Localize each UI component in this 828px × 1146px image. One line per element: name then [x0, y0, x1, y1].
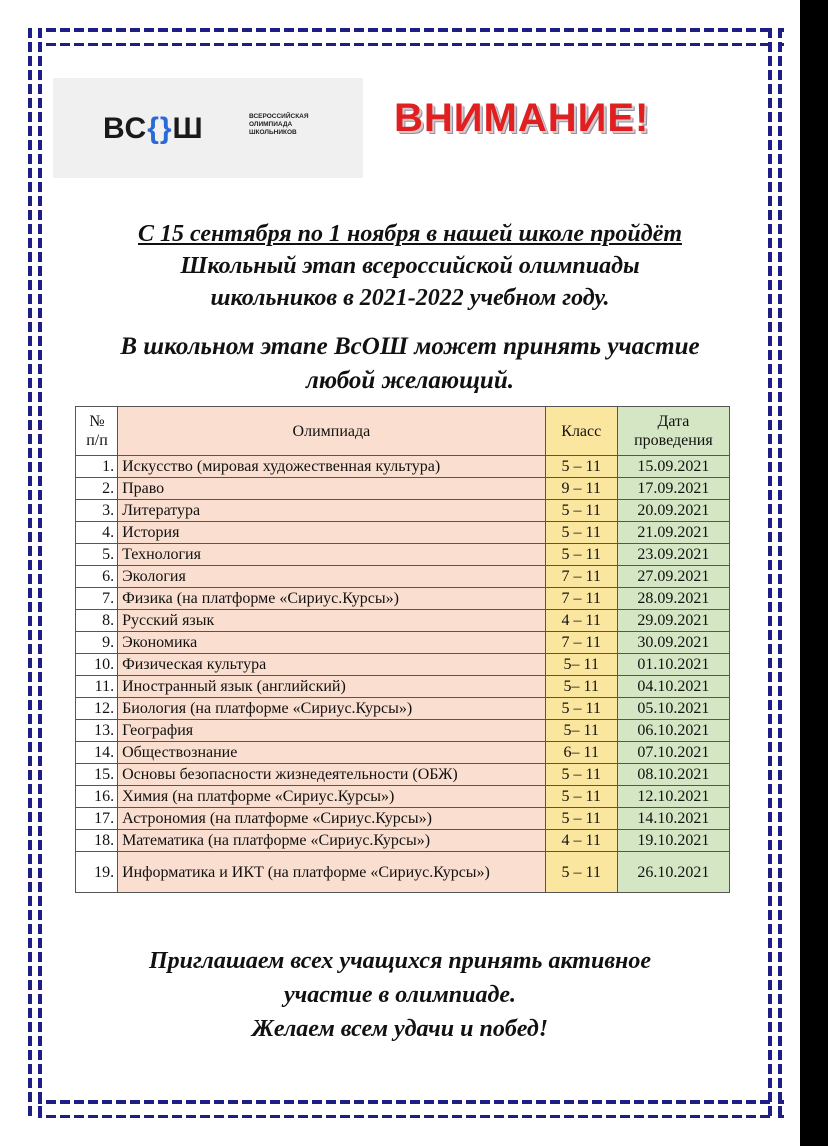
participation-line-1: В школьном этапе ВсОШ может принять участие — [120, 333, 700, 360]
table-row — [76, 852, 730, 893]
row-num: 12. — [76, 698, 118, 720]
row-date: 19.10.2021 — [617, 830, 729, 852]
table-row — [76, 522, 730, 544]
intro-line-2: Школьный этап всероссийской олимпиады — [180, 253, 640, 279]
row-num: 15. — [76, 764, 118, 786]
olympiad-schedule-table — [75, 406, 730, 893]
row-olympiad: Химия (на платформе «Сириус.Курсы») — [118, 786, 546, 808]
row-grade: 5 – 11 — [545, 522, 617, 544]
row-date: 15.09.2021 — [617, 456, 729, 478]
vsosh-logo — [53, 78, 363, 178]
table-row — [76, 676, 730, 698]
row-date: 30.09.2021 — [617, 632, 729, 654]
row-num: 1. — [76, 456, 118, 478]
row-date: 20.09.2021 — [617, 500, 729, 522]
row-date: 17.09.2021 — [617, 478, 729, 500]
row-date: 05.10.2021 — [617, 698, 729, 720]
row-olympiad: Иностранный язык (английский) — [118, 676, 546, 698]
row-num: 8. — [76, 610, 118, 632]
header-olympiad: Олимпиада — [118, 407, 546, 456]
table-row — [76, 610, 730, 632]
row-date: 26.10.2021 — [617, 852, 729, 893]
row-grade: 4 – 11 — [545, 830, 617, 852]
table-row — [76, 698, 730, 720]
row-grade: 7 – 11 — [545, 632, 617, 654]
row-grade: 5– 11 — [545, 720, 617, 742]
logo-subtitle: ВСЕРОССИЙСКАЯ ОЛИМПИАДА ШКОЛЬНИКОВ — [249, 113, 309, 136]
row-grade: 7 – 11 — [545, 588, 617, 610]
table-row — [76, 742, 730, 764]
row-date: 01.10.2021 — [617, 654, 729, 676]
row-num: 19. — [76, 852, 118, 893]
row-olympiad: Технология — [118, 544, 546, 566]
row-date: 21.09.2021 — [617, 522, 729, 544]
row-num: 18. — [76, 830, 118, 852]
row-olympiad: Экономика — [118, 632, 546, 654]
row-num: 5. — [76, 544, 118, 566]
closing-text — [60, 944, 740, 1046]
row-date: 06.10.2021 — [617, 720, 729, 742]
table-row — [76, 654, 730, 676]
row-date: 23.09.2021 — [617, 544, 729, 566]
row-olympiad: Искусство (мировая художественная культура) — [118, 456, 546, 478]
row-date: 14.10.2021 — [617, 808, 729, 830]
row-num: 16. — [76, 786, 118, 808]
row-date: 04.10.2021 — [617, 676, 729, 698]
row-grade: 5 – 11 — [545, 456, 617, 478]
row-date: 28.09.2021 — [617, 588, 729, 610]
table-row — [76, 456, 730, 478]
table-row — [76, 632, 730, 654]
row-date: 27.09.2021 — [617, 566, 729, 588]
row-date: 29.09.2021 — [617, 610, 729, 632]
participation-text — [60, 330, 760, 398]
row-olympiad: История — [118, 522, 546, 544]
row-num: 17. — [76, 808, 118, 830]
row-olympiad: Биология (на платформе «Сириус.Курсы») — [118, 698, 546, 720]
row-olympiad: Астрономия (на платформе «Сириус.Курсы») — [118, 808, 546, 830]
decorative-border-left — [28, 28, 42, 1118]
intro-text — [60, 218, 760, 314]
participation-line-2: любой желающий. — [306, 367, 514, 394]
row-olympiad: Обществознание — [118, 742, 546, 764]
row-grade: 5 – 11 — [545, 698, 617, 720]
row-olympiad: Экология — [118, 566, 546, 588]
header-grade: Класс — [545, 407, 617, 456]
logo-brace-icon: {} — [147, 112, 173, 145]
row-grade: 5– 11 — [545, 676, 617, 698]
attention-heading: ВНИМАНИЕ! — [394, 96, 650, 140]
row-grade: 5 – 11 — [545, 544, 617, 566]
row-num: 3. — [76, 500, 118, 522]
row-num: 6. — [76, 566, 118, 588]
row-grade: 5 – 11 — [545, 808, 617, 830]
header-num: № п/п — [76, 407, 118, 456]
row-olympiad: Основы безопасности жизнедеятельности (ОБЖ) — [118, 764, 546, 786]
intro-line-1: С 15 сентября по 1 ноября в нашей школе пройдёт — [138, 221, 682, 247]
closing-line-1: Приглашаем всех учащихся принять активное — [148, 948, 652, 974]
row-date: 12.10.2021 — [617, 786, 729, 808]
table-row — [76, 720, 730, 742]
table-row — [76, 830, 730, 852]
row-num: 10. — [76, 654, 118, 676]
row-grade: 5– 11 — [545, 654, 617, 676]
row-grade: 5 – 11 — [545, 500, 617, 522]
closing-line-3: Желаем всем удачи и побед! — [251, 1016, 549, 1042]
table-row — [76, 478, 730, 500]
row-grade: 4 – 11 — [545, 610, 617, 632]
row-grade: 5 – 11 — [545, 786, 617, 808]
row-olympiad: Математика (на платформе «Сириус.Курсы») — [118, 830, 546, 852]
closing-line-2: участие в олимпиаде. — [283, 982, 517, 1008]
row-num: 11. — [76, 676, 118, 698]
table-row — [76, 588, 730, 610]
row-num: 9. — [76, 632, 118, 654]
table-row — [76, 808, 730, 830]
table-row — [76, 544, 730, 566]
header-date: Дата проведения — [617, 407, 729, 456]
row-olympiad: Литература — [118, 500, 546, 522]
row-olympiad: География — [118, 720, 546, 742]
table-row — [76, 500, 730, 522]
row-olympiad: Русский язык — [118, 610, 546, 632]
decorative-border-bottom — [32, 1100, 784, 1118]
row-grade: 6– 11 — [545, 742, 617, 764]
decorative-border-top — [32, 28, 784, 46]
table-row — [76, 786, 730, 808]
table-row — [76, 764, 730, 786]
intro-line-3: школьников в 2021-2022 учебном году. — [210, 285, 610, 311]
row-num: 14. — [76, 742, 118, 764]
row-date: 07.10.2021 — [617, 742, 729, 764]
row-num: 13. — [76, 720, 118, 742]
row-num: 4. — [76, 522, 118, 544]
logo-wordmark: ВС{}Ш — [103, 112, 204, 145]
row-grade: 5 – 11 — [545, 764, 617, 786]
row-num: 2. — [76, 478, 118, 500]
row-grade: 7 – 11 — [545, 566, 617, 588]
row-grade: 5 – 11 — [545, 852, 617, 893]
row-olympiad: Физика (на платформе «Сириус.Курсы») — [118, 588, 546, 610]
row-num: 7. — [76, 588, 118, 610]
row-olympiad: Информатика и ИКТ (на платформе «Сириус.Курсы») — [118, 852, 546, 893]
row-date: 08.10.2021 — [617, 764, 729, 786]
decorative-border-right — [768, 28, 782, 1118]
row-olympiad: Физическая культура — [118, 654, 546, 676]
row-grade: 9 – 11 — [545, 478, 617, 500]
table-header-row — [76, 407, 730, 456]
row-olympiad: Право — [118, 478, 546, 500]
table-row — [76, 566, 730, 588]
